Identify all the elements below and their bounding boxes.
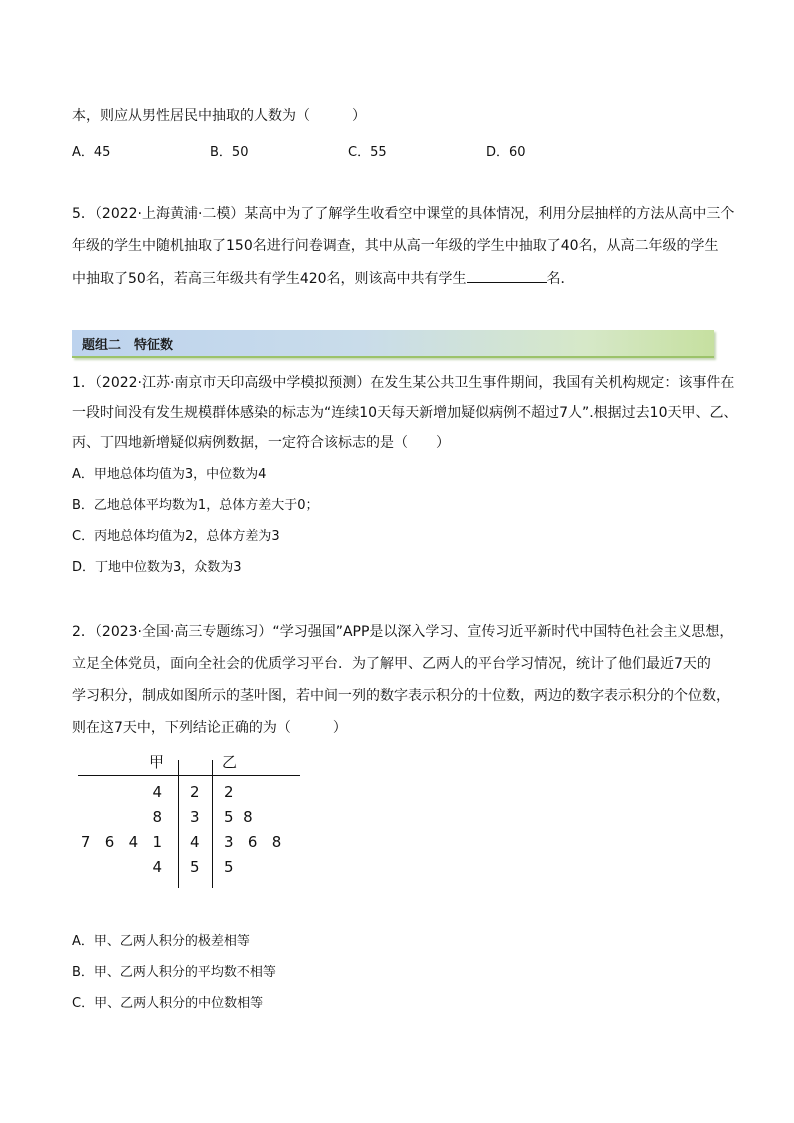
q2-option-c: C．甲、乙两人积分的中位数相等 <box>72 996 264 1011</box>
q5-line2: 年级的学生中随机抽取了150名进行问卷调查，其中从高一年级的学生中抽取了40名，从高二年级的学生 <box>72 238 719 254</box>
q2-line3: 学习积分，制成如图所示的茎叶图，若中间一列的数字表示积分的十位数，两边的数字表示积分的个位数， <box>72 688 730 704</box>
q1-option-a: A．甲地总体均值为3，中位数为4 <box>72 467 267 482</box>
q4-option-d: D．60 <box>486 145 526 160</box>
leaf-left-row1: 4 <box>152 783 162 801</box>
stem-row4: 5 <box>190 858 200 876</box>
leaf-right-row1: 2 <box>224 783 234 801</box>
leaf-right-row4: 5 <box>224 858 234 876</box>
answer-blank <box>467 268 547 283</box>
q5-line3 <box>72 268 575 289</box>
q4-option-c: C．55 <box>348 145 387 160</box>
q4-text: 本，则应从男性居民中抽取的人数为（ ） <box>72 108 366 124</box>
q5-line3-after: 名． <box>546 271 575 287</box>
header-rule <box>78 775 300 776</box>
q1-line2: 一段时间没有发生规模群体感染的标志为“连续10天每天新增加疑似病例不超过7人”.根据过去10天甲、乙、 <box>72 405 738 421</box>
stem-row2: 3 <box>190 808 200 826</box>
q1-option-c: C．丙地总体均值为2，总体方差为3 <box>72 529 280 544</box>
leaf-left-row4: 4 <box>152 858 162 876</box>
q2-line2: 立足全体党员，面向全社会的优质学习平台．为了解甲、乙两人的平台学习情况，统计了他们最近7天的 <box>72 656 711 672</box>
stem-row1: 2 <box>190 783 200 801</box>
q1-option-b: B．乙地总体平均数为1，总体方差大于0； <box>72 498 319 513</box>
q2-option-a: A．甲、乙两人积分的极差相等 <box>72 934 250 949</box>
leaf-left-row2: 8 <box>152 808 162 826</box>
leaf-left-row3: 7 6 4 1 <box>80 833 162 851</box>
section-banner <box>72 330 714 358</box>
q1-line1: 1．（2022·江苏·南京市天印高级中学模拟预测）在发生某公共卫生事件期间，我国有关机构规定：该事件在 <box>72 375 735 391</box>
stem-divider-left <box>178 760 179 888</box>
stem-leaf-right-header: 乙 <box>222 753 238 771</box>
leaf-right-row3: 3 6 8 <box>224 833 282 851</box>
stem-leaf-plot <box>72 750 302 890</box>
stem-leaf-left-header: 甲 <box>149 753 165 771</box>
leaf-right-row2: 5 8 <box>224 808 253 826</box>
q2-line1: 2．（2023·全国·高三专题练习）“学习强国”APP是以深入学习、宣传习近平新时代中国特色社会主义思想， <box>72 624 734 640</box>
q2-option-b: B．甲、乙两人积分的平均数不相等 <box>72 965 276 980</box>
q2-line4: 则在这7天中，下列结论正确的为（ ） <box>72 720 347 736</box>
q4-option-b: B．50 <box>210 145 249 160</box>
q5-line1: 5．（2022·上海黄浦·二模）某高中为了了解学生收看空中课堂的具体情况，利用分层抽样的方法从高中三个 <box>72 206 735 222</box>
q1-line3: 丙、丁四地新增疑似病例数据，一定符合该标志的是（ ） <box>72 435 450 451</box>
stem-divider-right <box>212 760 213 888</box>
q1-option-d: D．丁地中位数为3，众数为3 <box>72 560 242 575</box>
q5-line3-before: 中抽取了50名，若高三年级共有学生420名，则该高中共有学生 <box>72 271 467 287</box>
stem-row3: 4 <box>190 833 200 851</box>
q4-option-a: A．45 <box>72 145 111 160</box>
section-title: 题组二 特征数 <box>82 338 174 353</box>
